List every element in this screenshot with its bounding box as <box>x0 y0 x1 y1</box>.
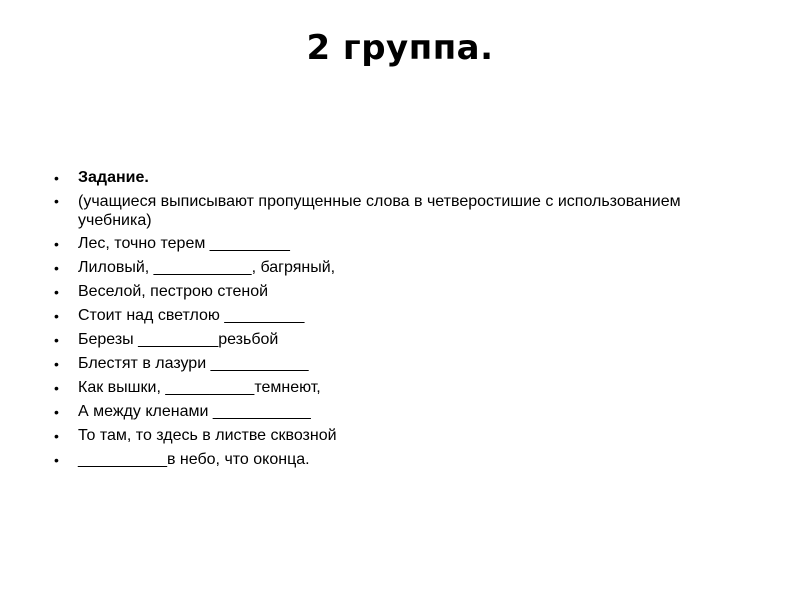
list-item-text: Лес, точно терем _________ <box>78 235 290 252</box>
list-item <box>54 280 694 304</box>
bullet-icon: • <box>54 284 59 300</box>
bullet-icon: • <box>54 452 59 468</box>
list-item-text: Как вышки, __________темнеют, <box>78 379 321 396</box>
bullet-icon: • <box>54 356 59 372</box>
bullet-icon: • <box>54 308 59 324</box>
list-item-text: (учащиеся выписывают пропущенные слова в четверостишие с использованием учебника) <box>78 193 681 229</box>
list-item <box>54 352 694 376</box>
list-item <box>54 448 694 472</box>
list-item-instructions <box>54 190 694 232</box>
bullet-icon: • <box>54 404 59 420</box>
list-item <box>54 424 694 448</box>
list-item <box>54 232 694 256</box>
list-item <box>54 304 694 328</box>
bullet-list <box>54 166 694 472</box>
list-item-text: Задание. <box>78 169 149 186</box>
list-item-text: Березы _________резьбой <box>78 331 279 348</box>
list-item-task-heading <box>54 166 694 190</box>
bullet-icon: • <box>54 260 59 276</box>
list-item-text: __________в небо, что оконца. <box>78 451 310 468</box>
bullet-icon: • <box>54 380 59 396</box>
bullet-icon: • <box>54 170 59 186</box>
list-item-text: Стоит над светлою _________ <box>78 307 305 324</box>
list-item <box>54 400 694 424</box>
list-item <box>54 256 694 280</box>
bullet-icon: • <box>54 236 59 252</box>
bullet-icon: • <box>54 428 59 444</box>
list-item <box>54 328 694 352</box>
list-item-text: А между кленами ___________ <box>78 403 311 420</box>
list-item-text: Блестят в лазури ___________ <box>78 355 309 372</box>
bullet-icon: • <box>54 332 59 348</box>
list-item-text: То там, то здесь в листве сквозной <box>78 427 337 444</box>
bullet-icon: • <box>54 193 59 209</box>
list-item-text: Веселой, пестрою стеной <box>78 283 269 300</box>
list-item-text: Лиловый, ___________, багряный, <box>78 259 336 276</box>
slide-title: 2 группа. <box>306 28 494 68</box>
list-item <box>54 376 694 400</box>
